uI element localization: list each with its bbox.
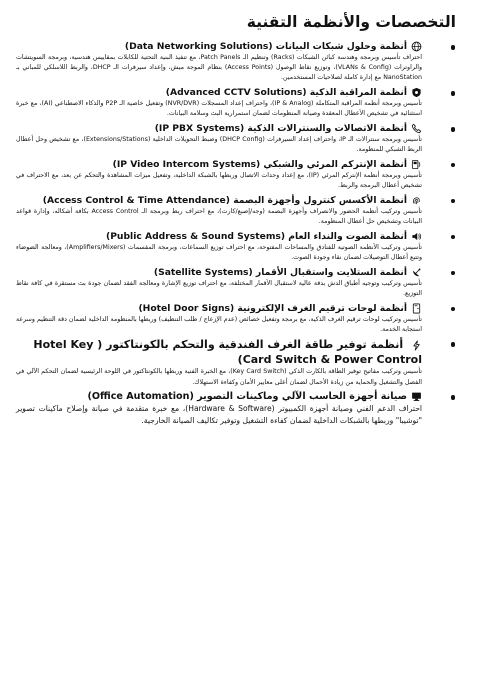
service-title: أنظمة وحلول شبكات البيانات (Data Networking Solutions) bbox=[124, 41, 407, 52]
bullet bbox=[451, 395, 456, 400]
service-title: أنظمة الإنتركم المرئي والشبكي (IP Video Intercom Systems) bbox=[112, 158, 407, 170]
service-title: أنظمة الأكسس كنترول وأجهزة البصمة (Access Control & Time Attendance) bbox=[42, 194, 407, 206]
service-description: تأسيس وتركيب مفاتيح توفير الطاقة بالكارت الذكي (Key Card Switch)، مع الخبرة الفنية وربطها بالكونتاكتور في اللوحة الرئيسية لضمان التحكم الآلي في الفصل والتشغيل والحماية من زيادة الأحمال لضمان أعلى معايير الأمان وكفاءة الاستهلاك. bbox=[16, 368, 422, 386]
service-description: احتراف تأسيس وبرمجة وهندسة كبائن الشبكات (Racks) وتنظيم الـ Patch Panels، مع تنفيذ البنية التحتية للكابلات بمقاييس هندسية، وبرمجة السويتشات والراوترات (VLANs & Config)، وتوزيع نقاط الوصول (Access Points) بنظام الموجة ميش، وإعداد سيرفرات الـ DHCP، والربط اللاسلكي للمباني بـ NanoStation مع إدارة كاملة لصلاحيات المستخدمين. bbox=[16, 54, 422, 82]
bullet bbox=[451, 307, 456, 312]
intercom-phone-icon bbox=[411, 159, 422, 170]
bullet bbox=[451, 271, 456, 276]
bullet bbox=[451, 127, 456, 132]
service-title: أنظمة الصوت والنداء العام (Public Address & Sound Systems) bbox=[105, 230, 407, 242]
service-description: تأسيس وتركيب الأنظمة الصوتية للفنادق والمساحات المفتوحة، مع احتراف توزيع السماعات، وبرمجة المقسمات (Amplifiers/Mixers)، ومعالجة الضوضاء وتتبع أعطال التوصيلات لضمان نقاء وجودة الصوت. bbox=[16, 243, 422, 261]
service-title: صيانة أجهزة الحاسب الآلي وماكينات التصوير (Office Automation) bbox=[87, 391, 407, 403]
service-title: أنظمة لوحات ترقيم الغرف الإلكترونية (Hotel Door Signs) bbox=[138, 302, 407, 314]
globe-network-icon bbox=[411, 41, 422, 52]
service-title: أنظمة توفير طاقة الغرف الفندقية والتحكم بالكونتاكتور ( Hotel Key Card Switch & Power Control) bbox=[33, 338, 422, 367]
bullet bbox=[451, 235, 456, 240]
service-heading bbox=[16, 302, 422, 315]
services-list bbox=[16, 40, 458, 427]
list-item bbox=[16, 194, 458, 227]
service-description: تأسيس وتركيب وتوجيه أطباق الدش بدقة عالية لاستقبال الأقمار المختلفة، مع احتراف توزيع الإشارة ومعالجة الفقد لضمان جودة بث مستقرة في كافة نقاط التوزيع. bbox=[16, 279, 422, 297]
bullet bbox=[451, 45, 456, 50]
fingerprint-icon bbox=[411, 195, 422, 206]
list-item bbox=[16, 337, 458, 387]
bullet bbox=[451, 199, 456, 204]
service-heading bbox=[16, 86, 422, 99]
phone-icon bbox=[411, 123, 422, 134]
list-item bbox=[16, 40, 458, 84]
service-heading bbox=[16, 337, 422, 367]
service-title: أنظمة الستلايت واستقبال الأقمار (Satellite Systems) bbox=[153, 266, 407, 278]
service-title: أنظمة الاتصالات والسنترالات الذكية (IP PBX Systems) bbox=[154, 123, 407, 135]
computer-icon bbox=[411, 391, 422, 402]
service-heading bbox=[16, 158, 422, 171]
satellite-dish-icon bbox=[411, 267, 422, 278]
list-item bbox=[16, 86, 458, 119]
bullet bbox=[451, 342, 456, 347]
bullet bbox=[451, 163, 456, 168]
door-sign-icon bbox=[411, 303, 422, 314]
service-description: تأسيس وتركيب لوحات ترقيم الغرف الذكية، مع برمجة وتفعيل خصائص (عدم الإزعاج / طلب التنظيف) وربطها بالمنظومة الداخلية لضمان دقة التنظيم وسرعة استجابة الخدمة. bbox=[16, 315, 422, 333]
speaker-icon bbox=[411, 231, 422, 242]
list-item bbox=[16, 122, 458, 155]
list-item bbox=[16, 390, 458, 427]
shield-camera-icon bbox=[411, 87, 422, 98]
list-item bbox=[16, 302, 458, 335]
list-item bbox=[16, 230, 458, 263]
service-heading bbox=[16, 390, 422, 403]
list-item bbox=[16, 158, 458, 191]
service-heading bbox=[16, 230, 422, 243]
service-description: تأسيس وبرمجة أنظمة المراقبة المتكاملة (IP & Analog)، واحتراف إعداد المسجلات (NVR/DVR) وتفعيل خاصية الـ P2P والذكاء الاصطناعي (AI)، مع خبرة استثنائية في تشخيص الأعطال المعقدة وصيانة المنظومات لضمان استمرارية البث وسلامة البيانات. bbox=[16, 100, 422, 118]
page-title: التخصصات والأنظمة التقنية bbox=[246, 13, 456, 31]
service-description: تأسيس وبرمجة سنترالات الـ IP، واحتراف إعداد السيرفرات (DHCP Config) وضبط التحويلات الداخلية (Extensions/Stations)، مع تشخيص وحل أعطال الربط الشبكي للمنظومة. bbox=[16, 136, 423, 154]
service-description: تأسيس وبرمجة أنظمة الإنتركم المرئي (IP)، مع إعداد وحدات الاتصال وربطها بالشبكة الداخلية، وتفعيل ميزات المشاهدة والتحكم عن بعد، مع الاحتراف في تشخيص أعطال البرمجة والربط. bbox=[16, 171, 423, 190]
service-description: تأسيس وتركيب أنظمة الحضور والانصراف وأجهزة البصمة (وجه/إصبع/كارت)، مع احتراف ربط وبرمجة الـ Access Control بكافة أشكاله، وإدارة قواعد البيانات وتشخيص حل أعطال المنظومة. bbox=[16, 207, 422, 226]
service-heading bbox=[16, 194, 422, 207]
service-title: أنظمة المراقبة الذكية (Advanced CCTV Solutions) bbox=[165, 87, 407, 99]
service-description: احتراف الدعم الفني وصيانة أجهزة الكمبيوتر (Hardware & Software)، مع خبرة متقدمة في صيانة وإصلاح ماكينات تصوير "توشيبا" وربطها بالشبكات الداخلية لضمان كفاءة التشغيل وتوفير تكاليف الصيانة الخارجية. bbox=[16, 404, 423, 426]
power-switch-icon bbox=[411, 340, 422, 351]
service-heading bbox=[16, 40, 422, 53]
service-heading bbox=[16, 122, 422, 135]
service-heading bbox=[16, 266, 422, 279]
bullet bbox=[451, 91, 456, 96]
list-item bbox=[16, 266, 458, 299]
